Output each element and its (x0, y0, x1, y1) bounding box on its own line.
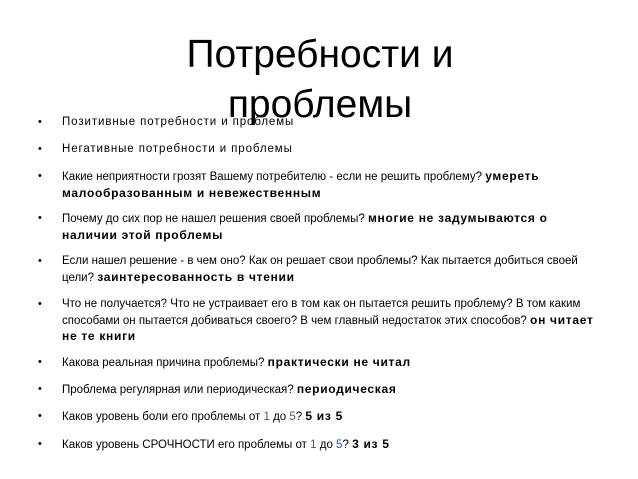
item-answer: 3 из 5 (352, 437, 390, 451)
list-item (38, 115, 598, 131)
bullet-icon: • (38, 438, 42, 450)
range-high: 5 (289, 411, 296, 423)
slide-title: Потребности и проблемы (186, 33, 454, 126)
list-item (38, 355, 598, 372)
bullet-icon: • (38, 170, 42, 182)
item-text (62, 355, 598, 372)
list-item (38, 437, 598, 454)
item-text (62, 211, 598, 244)
list-item (38, 382, 598, 399)
item-question-start: Каков уровень СРОЧНОСТИ его проблемы от (62, 439, 307, 451)
bullet-icon: • (38, 255, 42, 267)
item-question: Позитивные потребности и проблемы (62, 116, 295, 128)
item-question: Что не получается? Что не устраивает его в том как он пытается решить проблему? В том каким способами он пытается добиваться своего? В чем главный недостаток этих способов? (62, 298, 581, 327)
item-text (62, 437, 598, 454)
item-question-start: Каков уровень боли его проблемы от (62, 411, 261, 423)
item-text (62, 382, 598, 399)
item-question: Проблема регулярная или периодическая? (62, 384, 294, 396)
item-answer: умереть малообразованным и невежественным (62, 169, 540, 200)
item-answer: он читает не те книги (62, 312, 594, 343)
item-question: Если нашел решение - в чем оно? Как он решает свои проблемы? Как пытается добиться своей цели? (62, 255, 578, 284)
item-answer: периодическая (296, 382, 397, 396)
range-low: 1 (263, 411, 270, 423)
range-separator: до (273, 411, 287, 423)
item-answer: многие не задумываются о наличии этой проблемы (62, 211, 548, 242)
range-low: 1 (310, 439, 317, 451)
list-item (38, 142, 598, 158)
item-answer: практически не читал (267, 355, 411, 369)
question-mark: ? (342, 439, 349, 451)
question-mark: ? (295, 411, 303, 423)
bullet-icon: • (38, 356, 42, 368)
bullet-icon: • (38, 116, 42, 128)
range-separator: до (319, 439, 333, 451)
item-text (62, 297, 598, 346)
item-answer: 5 из 5 (305, 409, 343, 423)
item-text (62, 409, 598, 426)
list-item (38, 211, 598, 244)
list-item (38, 254, 598, 286)
bullet-icon: • (38, 143, 42, 155)
list-item (38, 297, 598, 346)
item-text (62, 254, 598, 286)
item-question: Какие неприятности грозят Вашему потребителю - если не решить проблему? (62, 171, 483, 183)
item-answer: заинтересованность в чтении (97, 269, 295, 284)
item-question: Какова реальная причина проблемы? (62, 357, 265, 369)
item-text (62, 169, 598, 202)
range-high: 5 (336, 439, 343, 451)
list-item (38, 169, 598, 202)
item-question: Негативные потребности и проблемы (62, 143, 293, 155)
bullet-icon: • (38, 298, 42, 310)
item-question: Почему до сих пор не нашел решения своей проблемы? (62, 213, 365, 225)
bullet-icon: • (38, 212, 42, 224)
bullet-icon: • (38, 410, 42, 422)
bullet-icon: • (38, 383, 42, 395)
list-item (38, 409, 598, 426)
